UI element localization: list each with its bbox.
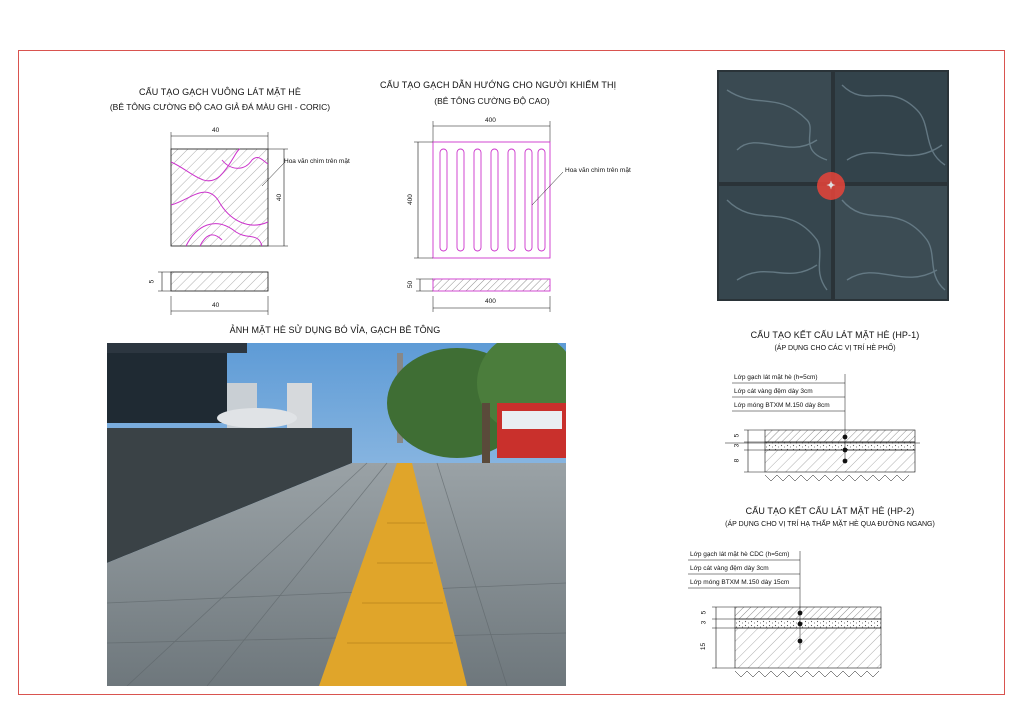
hp1-layer-2: Lớp cát vàng đệm dày 3cm (734, 388, 813, 395)
hp2-dim-3: 15 (700, 642, 708, 651)
tile-square-title: CẤU TẠO GẠCH VUÔNG LÁT MẶT HÈ (139, 87, 301, 97)
tile-guide-title: CẤU TẠO GẠCH DẪN HƯỚNG CHO NGƯỜI KHIẾM THỊ (380, 80, 617, 90)
hp1-layer-1: Lớp gạch lát mặt hè (h=5cm) (734, 374, 818, 381)
hp2-title: CẤU TẠO KẾT CẤU LÁT MẶT HÈ (HP-2) (745, 506, 915, 516)
hp1-subtitle: (ÁP DỤNG CHO CÁC VỊ TRÍ HÈ PHỐ) (774, 345, 896, 352)
hp2-dim-2: 3 (700, 620, 708, 625)
tile-guide-dim-thickness: 50 (407, 280, 415, 289)
hp1-layer-3: Lớp móng BTXM M.150 dày 8cm (734, 402, 830, 409)
tile-square-dim-side: 40 (276, 193, 284, 202)
tile-square-dim-bottom: 40 (212, 302, 220, 309)
photo-caption: ẢNH MẶT HÈ SỬ DỤNG BÓ VỈA, GẠCH BÊ TÔNG (229, 325, 441, 335)
hp1-title: CẤU TẠO KẾT CẤU LÁT MẶT HÈ (HP-1) (750, 330, 920, 340)
tile-square-dim-thickness: 5 (148, 279, 156, 284)
tile-guide-dim-bottom: 400 (485, 298, 496, 305)
tile-guide-subtitle: (BÊ TÔNG CƯỜNG ĐỘ CAO) (434, 96, 550, 106)
hp2-dim-1: 5 (700, 610, 708, 615)
logo-watermark-icon: ✦ (817, 172, 845, 200)
tile-guide-dim-side: 400 (406, 194, 414, 205)
tile-square-dim-top: 40 (212, 127, 220, 134)
hp2-subtitle: (ÁP DỤNG CHO VỊ TRÍ HẠ THẤP MẶT HÈ QUA ĐƯỜNG NGANG) (725, 521, 935, 528)
hp2-layer-3: Lớp móng BTXM M.150 dày 15cm (690, 579, 790, 586)
hp1-dim-1: 5 (733, 433, 741, 438)
hp1-dim-3: 8 (733, 458, 741, 463)
tile-guide-dim-top: 400 (485, 117, 496, 124)
tile-guide-pattern-note: Hoa văn chìm trên mặt (565, 167, 631, 174)
hp1-dim-2: 3 (733, 443, 741, 448)
tile-square-subtitle: (BÊ TÔNG CƯỜNG ĐỘ CAO GIẢ ĐÁ MÀU GHI - CORIC) (109, 102, 331, 112)
tile-square-pattern-note: Hoa văn chìm trên mặt (284, 158, 350, 165)
hp2-layer-1: Lớp gạch lát mặt hè CDC (h=5cm) (690, 551, 790, 558)
hp2-layer-2: Lớp cát vàng đệm dày 3cm (690, 565, 769, 572)
